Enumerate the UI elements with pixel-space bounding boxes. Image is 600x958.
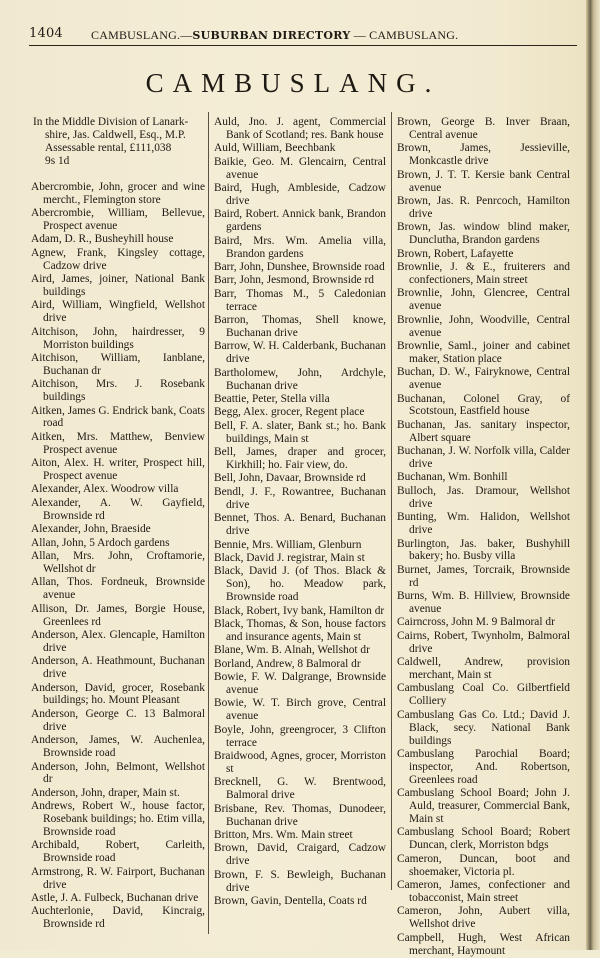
directory-entry: Bowie, F. W. Dalgrange, Brownside avenue bbox=[214, 671, 386, 696]
running-head bbox=[91, 28, 458, 43]
intro-paragraph bbox=[31, 116, 205, 168]
directory-entry: Bell, James, draper and grocer, Kirkhill; ho. Fair view, do. bbox=[214, 446, 386, 472]
directory-entry: Black, David J. (of Thos. Black & Son), ho. Meadow park, Brownside road bbox=[214, 565, 386, 604]
directory-entry: Beattie, Peter, Stella villa bbox=[214, 393, 330, 406]
directory-entry: Boyle, John, greengrocer, 3 Clifton terrace bbox=[214, 723, 386, 749]
directory-entry: Bell, John, Davaar, Brownside rd bbox=[214, 472, 366, 485]
directory-entry: Barron, Thomas, Shell knowe, Buchanan drive bbox=[214, 314, 386, 339]
directory-entry: Cambuslang Parochial Board; inspector, And. Robertson, Greenlees road bbox=[397, 748, 570, 786]
directory-entry: Aitchison, Mrs. J. Rosebank buildings bbox=[31, 378, 205, 404]
intro-line: In the Middle Division of Lanark- bbox=[33, 116, 189, 128]
directory-entry: Alexander, A. W. Gayfield, Brownside rd bbox=[31, 496, 205, 522]
directory-entry: Aitken, Mrs. Matthew, Benview Prospect avenue bbox=[31, 430, 205, 456]
directory-entry: Agnew, Frank, Kingsley cottage, Cadzow drive bbox=[31, 246, 205, 272]
directory-entry: Cambuslang Gas Co. Ltd.; David J. Black, secy. National Bank buildings bbox=[397, 708, 570, 747]
running-head-right: CAMBUSLANG. bbox=[369, 28, 459, 42]
directory-entry: Cambuslang Coal Co. Gilbertfield Colliery bbox=[397, 682, 570, 708]
directory-entry: Adam, D. R., Busheyhill house bbox=[31, 233, 174, 246]
entry-list bbox=[214, 116, 386, 908]
directory-entry: Black, Robert, Ivy bank, Hamilton dr bbox=[214, 604, 385, 617]
directory-entry: Brecknell, G. W. Brentwood, Balmoral drive bbox=[214, 776, 386, 802]
directory-entry: Britton, Mrs. Wm. Main street bbox=[214, 828, 353, 841]
directory-entry: Borland, Andrew, 8 Balmoral dr bbox=[214, 657, 361, 670]
directory-entry: Brisbane, Rev. Thomas, Dunodeer, Buchanan drive bbox=[214, 802, 386, 828]
intro-line: shire, Jas. Caldwell, Esq., M.P. bbox=[45, 128, 186, 141]
column-3 bbox=[397, 116, 570, 958]
directory-entry: Bennie, Mrs. William, Glenburn bbox=[214, 538, 362, 551]
directory-entry: Cameron, John, Aubert villa, Wellshot drive bbox=[397, 905, 570, 931]
directory-entry: Buchanan, Colonel Gray, of Scotstoun, Eastfield house bbox=[397, 392, 570, 418]
directory-entry: Brown, George B. Inver Braan, Central avenue bbox=[397, 116, 570, 141]
directory-entry: Auld, Jno. J. agent, Commercial Bank of Scotland; res. Bank house bbox=[214, 116, 386, 141]
directory-entry: Brown, James, Jessieville, Monkcastle drive bbox=[397, 142, 570, 168]
directory-entry: Aitchison, William, Ianblane, Buchanan dr bbox=[31, 351, 205, 377]
directory-entry: Buchanan, Jas. sanitary inspector, Albert square bbox=[397, 418, 570, 444]
directory-entry: Allan, Mrs. John, Croftamorie, Wellshot dr bbox=[31, 550, 205, 575]
directory-entry: Anderson, John, draper, Main st. bbox=[31, 786, 180, 799]
directory-entry: Bell, F. A. slater, Bank st.; ho. Bank buildings, Main st bbox=[214, 419, 386, 445]
directory-entry: Cambuslang School Board; John J. Auld, treasurer, Commercial Bank, Main st bbox=[397, 787, 570, 826]
directory-entry: Barrow, W. H. Calderbank, Buchanan drive bbox=[214, 340, 386, 366]
directory-entry: Cameron, Duncan, boot and shoemaker, Victoria pl. bbox=[397, 852, 570, 878]
directory-entry: Aird, James, joiner, National Bank buildings bbox=[31, 272, 205, 298]
directory-entry: Brown, J. T. T. Kersie bank Central avenue bbox=[397, 168, 570, 194]
directory-entry: Aitken, James G. Endrick bank, Coats road bbox=[31, 404, 205, 430]
directory-entry: Alexander, John, Braeside bbox=[31, 523, 151, 536]
directory-entry: Burnet, James, Torcraik, Brownside rd bbox=[397, 563, 570, 589]
directory-entry: Aitchison, John, hairdresser, 9 Morriston buildings bbox=[31, 325, 205, 351]
directory-entry: Aiton, Alex. H. writer, Prospect hill, Prospect avenue bbox=[31, 457, 205, 483]
running-head-dash: — bbox=[180, 28, 193, 42]
running-head-center: SUBURBAN DIRECTORY bbox=[192, 29, 351, 42]
directory-entry: Brown, Robert, Lafayette bbox=[397, 247, 514, 260]
directory-entry: Burns, Wm. B. Hillview, Brownside avenue bbox=[397, 590, 570, 616]
directory-entry: Cambuslang School Board; Robert Duncan, clerk, Morriston bdgs bbox=[397, 826, 570, 852]
book-gutter bbox=[586, 0, 600, 950]
header-rule bbox=[29, 45, 577, 46]
directory-entry: Brown, David, Craigard, Cadzow drive bbox=[214, 842, 386, 868]
directory-entry: Buchanan, J. W. Norfolk villa, Calder drive bbox=[397, 445, 570, 471]
directory-entry: Anderson, David, grocer, Rosebank buildings; ho. Mount Pleasant bbox=[31, 681, 205, 707]
page-title: CAMBUSLANG. bbox=[145, 68, 441, 98]
directory-entry: Auld, William, Beechbank bbox=[214, 142, 336, 155]
directory-entry: Brownlie, Saml., joiner and cabinet maker, Station place bbox=[397, 339, 570, 365]
directory-entry: Black, David J. registrar, Main st bbox=[214, 551, 365, 564]
directory-entry: Barr, John, Dunshee, Brownside road bbox=[214, 260, 385, 273]
directory-entry: Bendl, J. F., Rowantree, Buchanan drive bbox=[214, 485, 386, 511]
directory-entry: Anderson, George C. 13 Balmoral drive bbox=[31, 707, 205, 733]
directory-entry: Anderson, Alex. Glencaple, Hamilton drive bbox=[31, 628, 205, 654]
directory-entry: Begg, Alex. grocer, Regent place bbox=[214, 406, 365, 419]
directory-entry: Brown, Jas. window blind maker, Dunclutha, Brandon gardens bbox=[397, 221, 570, 247]
directory-entry: Abercrombie, John, grocer and wine mercht., Flemington store bbox=[31, 180, 205, 206]
directory-entry: Blane, Wm. B. Alnah, Wellshot dr bbox=[214, 644, 370, 657]
directory-entry: Anderson, A. Heathmount, Buchanan drive bbox=[31, 655, 205, 681]
directory-entry: Cameron, James, confectioner and tobacconist, Main street bbox=[397, 879, 570, 904]
running-head-left: CAMBUSLANG. bbox=[91, 28, 181, 42]
directory-entry: Allison, Dr. James, Borgie House, Greenlees rd bbox=[31, 602, 205, 628]
directory-entry: Allan, Thos. Fordneuk, Brownside avenue bbox=[31, 576, 205, 602]
directory-entry: Campbell, Hugh, West African merchant, Haymount bbox=[397, 931, 570, 957]
column-divider bbox=[208, 112, 209, 934]
column-divider bbox=[391, 112, 392, 890]
directory-entry: Auchterlonie, David, Kincraig, Brownside rd bbox=[31, 905, 205, 931]
directory-entry: Bartholomew, John, Ardchyle, Buchanan drive bbox=[214, 366, 386, 392]
directory-entry: Barr, John, Jesmond, Brownside rd bbox=[214, 274, 374, 287]
directory-entry: Baird, Mrs. Wm. Amelia villa, Brandon gardens bbox=[214, 234, 386, 260]
directory-entry: Braidwood, Agnes, grocer, Morriston st bbox=[214, 750, 386, 775]
directory-entry: Allan, John, 5 Ardoch gardens bbox=[31, 536, 170, 549]
directory-entry: Armstrong, R. W. Fairport, Buchanan drive bbox=[31, 865, 205, 891]
directory-entry: Brownlie, John, Glencree, Central avenue bbox=[397, 287, 570, 313]
directory-entry: Baird, Robert. Annick bank, Brandon gardens bbox=[214, 208, 386, 234]
page-header bbox=[29, 24, 579, 44]
directory-entry: Brown, Jas. R. Penrcoch, Hamilton drive bbox=[397, 194, 570, 220]
intro-line: 9s 1d bbox=[45, 154, 70, 167]
directory-entry: Anderson, James, W. Auchenlea, Brownside road bbox=[31, 734, 205, 760]
directory-entry: Anderson, John, Belmont, Wellshot dr bbox=[31, 760, 205, 786]
directory-entry: Bulloch, Jas. Dramour, Wellshot drive bbox=[397, 484, 570, 510]
intro-line: Assessable rental, £111,038 bbox=[45, 141, 172, 154]
directory-entry: Brownlie, J. & E., fruiterers and confectioners, Main street bbox=[397, 260, 570, 286]
directory-entry: Black, Thomas, & Son, house factors and insurance agents, Main st bbox=[214, 617, 386, 643]
directory-entry: Abercrombie, William, Bellevue, Prospect avenue bbox=[31, 206, 205, 232]
directory-entry: Baird, Hugh, Ambleside, Cadzow drive bbox=[214, 182, 386, 207]
directory-entry: Brown, F. S. Bewleigh, Buchanan drive bbox=[214, 868, 386, 894]
column-1 bbox=[31, 116, 205, 932]
running-head-dash-2: — bbox=[350, 28, 370, 42]
directory-entry: Caldwell, Andrew, provision merchant, Main st bbox=[397, 656, 570, 682]
directory-entry: Bowie, W. T. Birch grove, Central avenue bbox=[214, 697, 386, 723]
directory-entry: Archibald, Robert, Carleith, Brownside road bbox=[31, 839, 205, 865]
directory-entry: Aird, William, Wingfield, Wellshot drive bbox=[31, 299, 205, 325]
entry-list bbox=[31, 181, 205, 932]
directory-entry: Brown, Gavin, Dentella, Coats rd bbox=[214, 894, 367, 907]
directory-entry: Andrews, Robert W., house factor, Rosebank buildings; ho. Etim villa, Brownside road bbox=[31, 800, 205, 839]
page-number: 1404 bbox=[29, 26, 63, 41]
directory-entry: Baikie, Geo. M. Glencairn, Central avenue bbox=[214, 155, 386, 181]
directory-entry: Cairns, Robert, Twynholm, Balmoral drive bbox=[397, 629, 570, 655]
directory-entry: Cairncross, John M. 9 Balmoral dr bbox=[397, 616, 555, 629]
directory-entry: Alexander, Alex. Woodrow villa bbox=[31, 483, 179, 496]
directory-entry: Bennet, Thos. A. Benard, Buchanan drive bbox=[214, 512, 386, 538]
column-2 bbox=[214, 116, 386, 908]
directory-entry: Burlington, Jas. baker, Bushyhill bakery; ho. Busby villa bbox=[397, 537, 570, 563]
directory-entry: Buchan, D. W., Fairyknowe, Central avenue bbox=[397, 366, 570, 392]
directory-entry: Buchanan, Wm. Bonhill bbox=[397, 471, 508, 484]
directory-entry: Brownlie, John, Woodville, Central avenue bbox=[397, 313, 570, 339]
directory-entry: Barr, Thomas M., 5 Caledonian terrace bbox=[214, 287, 386, 313]
directory-entry: Bunting, Wm. Halidon, Wellshot drive bbox=[397, 511, 570, 537]
directory-entry: Astle, J. A. Fulbeck, Buchanan drive bbox=[31, 892, 199, 905]
entry-list bbox=[397, 116, 570, 958]
